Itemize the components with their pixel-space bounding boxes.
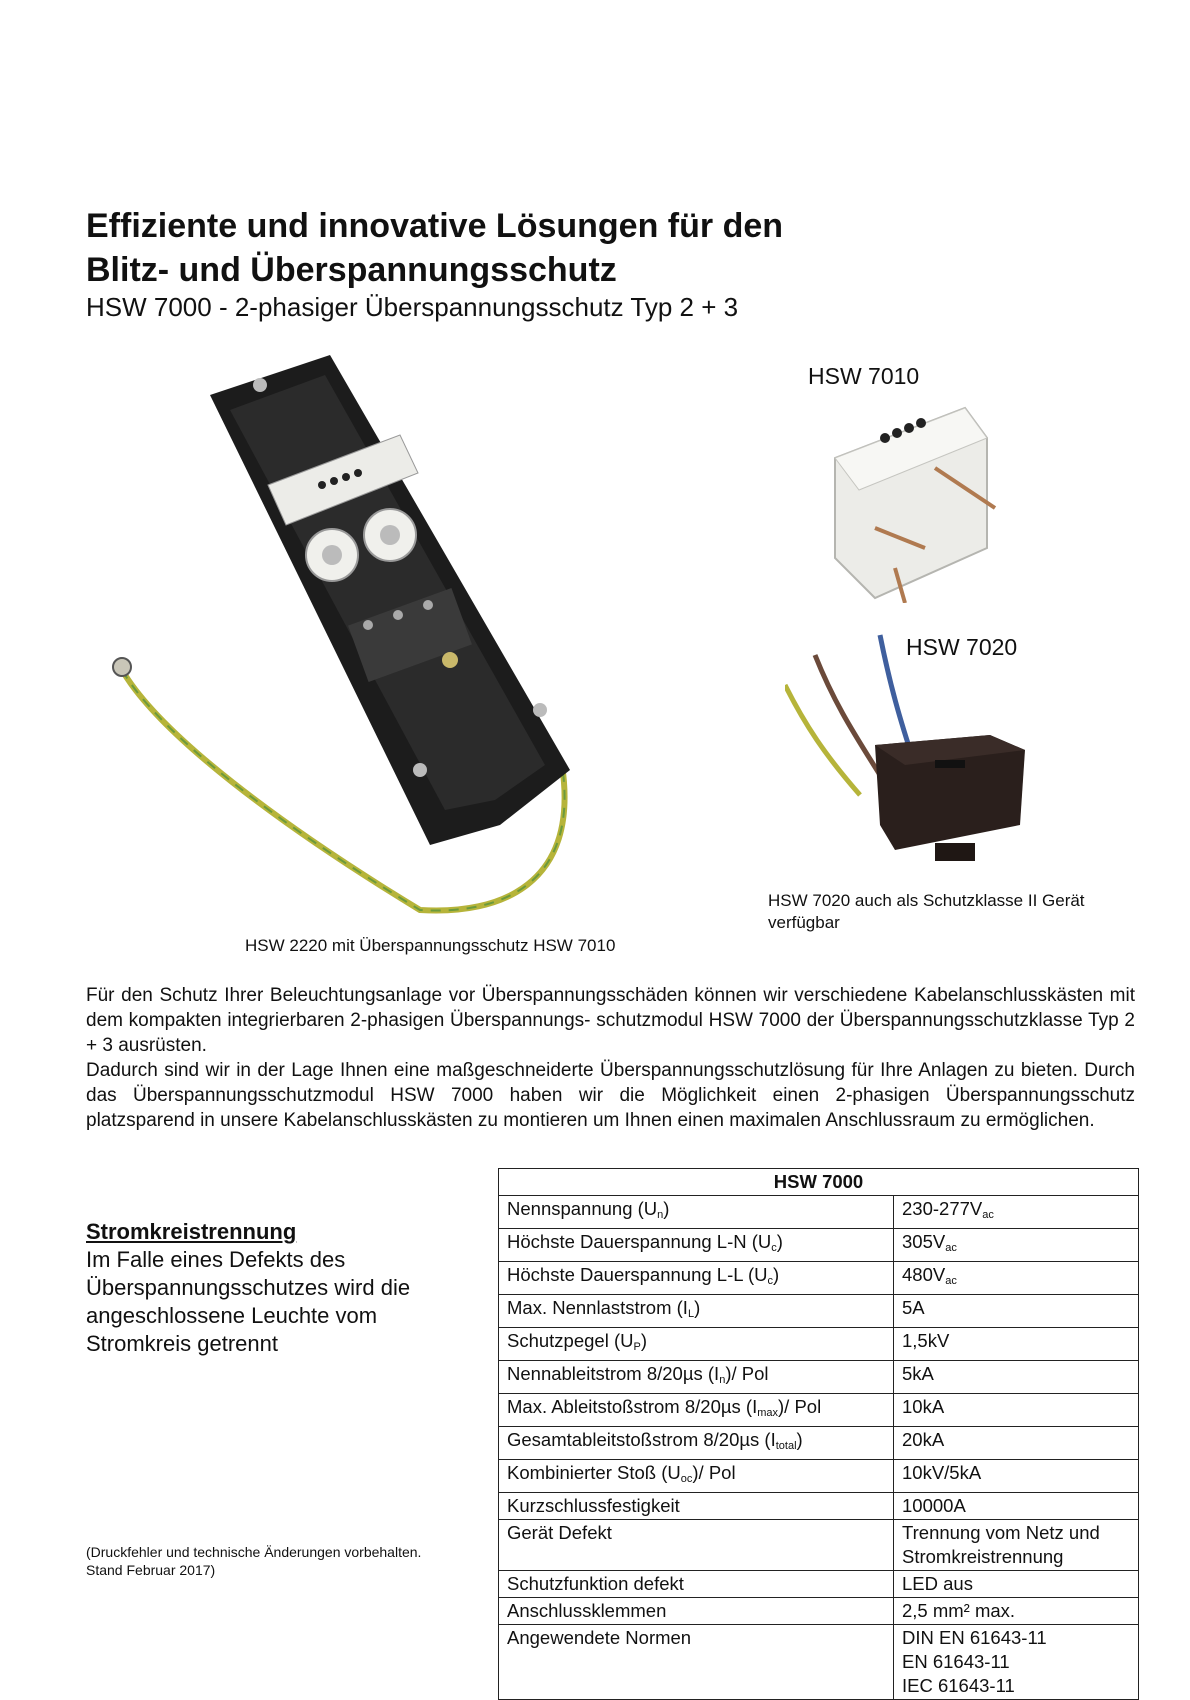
spec-param-text: Max. Ableitstoßstrom 8/20µs (I [507, 1396, 758, 1417]
spec-value-cell [894, 1571, 1139, 1598]
spec-param-cell [499, 1571, 894, 1598]
spec-value-cell [894, 1520, 1139, 1571]
spec-value-cell [894, 1493, 1139, 1520]
spec-value-text: DIN EN 61643-11 EN 61643-11 IEC 61643-11 [902, 1627, 1047, 1696]
page-title-line2: Blitz- und Überspannungsschutz [86, 251, 617, 289]
table-row [499, 1520, 1139, 1571]
product-image-hsw-2220 [100, 355, 620, 915]
spec-value-cell [894, 1361, 1139, 1394]
spec-value-text: 230-277V [902, 1198, 983, 1219]
spec-value-cell [894, 1229, 1139, 1262]
spec-value-cell [894, 1262, 1139, 1295]
circuit-separation-box [86, 1218, 426, 1358]
spec-param-cell [499, 1262, 894, 1295]
spec-param-cell [499, 1328, 894, 1361]
hsw-2220-illustration [100, 355, 620, 915]
spec-param-suffix: ) [640, 1330, 647, 1351]
spec-value-text: 5A [902, 1297, 925, 1318]
spec-value-cell [894, 1460, 1139, 1493]
spec-param-text: Höchste Dauerspannung L-N (U [507, 1231, 772, 1252]
spec-param-subscript: oc [680, 1473, 693, 1485]
spec-param-subscript: total [775, 1440, 797, 1452]
table-row [499, 1493, 1139, 1520]
spec-param-subscript: c [767, 1275, 774, 1287]
spec-param-cell [499, 1361, 894, 1394]
spec-param-cell [499, 1625, 894, 1700]
table-row [499, 1196, 1139, 1229]
spec-table-body [499, 1196, 1139, 1700]
spec-value-text: 5kA [902, 1363, 934, 1384]
spec-table-title: HSW 7000 [499, 1169, 1139, 1196]
label-hsw-7020: HSW 7020 [906, 634, 1018, 660]
table-row [499, 1361, 1139, 1394]
circuit-separation-heading: Stromkreistrennung [86, 1219, 297, 1244]
spec-value-text: 20kA [902, 1429, 945, 1450]
spec-param-text: Gesamtableitstoßstrom 8/20µs (I [507, 1429, 776, 1450]
spec-param-text: Kurzschlussfestigkeit [507, 1495, 680, 1516]
hsw-7020-illustration [785, 625, 1035, 865]
table-row [499, 1229, 1139, 1262]
spec-param-cell [499, 1598, 894, 1625]
table-row [499, 1394, 1139, 1427]
circuit-separation-text: Im Falle eines Defekts des Überspannungsschutzes wird die angeschlossene Leuchte vom Stromkreis getrennt [86, 1247, 411, 1356]
spec-param-suffix: ) [663, 1198, 670, 1219]
spec-value-cell [894, 1196, 1139, 1229]
spec-value-cell [894, 1295, 1139, 1328]
page-subtitle: HSW 7000 - 2-phasiger Überspannungsschutz Typ 2 + 3 [86, 292, 739, 322]
page-header [86, 204, 1086, 322]
spec-value-text: 2,5 mm² max. [902, 1600, 1016, 1621]
spec-param-text: Max. Nennlaststrom (I [507, 1297, 688, 1318]
spec-param-suffix: ) [694, 1297, 701, 1318]
footnote-line1: (Druckfehler und technische Änderungen vorbehalten. [86, 1544, 422, 1560]
footnote [86, 1543, 486, 1579]
table-row [499, 1427, 1139, 1460]
spec-value-text: 305V [902, 1231, 946, 1252]
spec-value-cell [894, 1328, 1139, 1361]
spec-param-text: Schutzfunktion defekt [507, 1573, 684, 1594]
spec-value-cell [894, 1394, 1139, 1427]
page-title-line1: Effiziente und innovative Lösungen für den [86, 207, 784, 245]
table-row [499, 1571, 1139, 1598]
spec-value-cell [894, 1598, 1139, 1625]
table-row [499, 1262, 1139, 1295]
table-row [499, 1460, 1139, 1493]
table-row [499, 1598, 1139, 1625]
product-image-hsw-7020 [785, 625, 1035, 865]
spec-param-subscript: max [757, 1407, 778, 1419]
intro-paragraph-2: Dadurch sind wir in der Lage Ihnen eine maßgeschneiderte Überspannungsschutzlösung für Ihre Anlagen zu bieten. Durch das Überspannungsschutzmodul HSW 7000 haben wir die Möglichkeit einen 2-phasigen Überspannungsschutz platzsparend in unsere Kabelanschlusskästen zu montieren um Ihnen einen maximalen Anschlussraum zu ermöglichen. [86, 1060, 1135, 1131]
spec-value-text: 1,5kV [902, 1330, 950, 1351]
spec-param-cell [499, 1295, 894, 1328]
spec-value-cell [894, 1625, 1139, 1700]
spec-param-suffix: )/ Pol [692, 1462, 736, 1483]
spec-value-cell [894, 1427, 1139, 1460]
spec-param-subscript: P [633, 1341, 641, 1353]
spec-param-suffix: )/ Pol [778, 1396, 822, 1417]
spec-param-suffix: ) [776, 1231, 783, 1252]
spec-param-subscript: n [719, 1374, 726, 1386]
spec-param-suffix: ) [773, 1264, 780, 1285]
hsw-7010-illustration [815, 398, 1015, 603]
spec-param-cell [499, 1520, 894, 1571]
spec-param-cell [499, 1493, 894, 1520]
spec-value-text: 10kV/5kA [902, 1462, 982, 1483]
spec-param-text: Gerät Defekt [507, 1522, 612, 1543]
spec-param-cell [499, 1460, 894, 1493]
spec-value-subscript: ac [982, 1209, 994, 1221]
spec-param-text: Angewendete Normen [507, 1627, 692, 1648]
spec-value-subscript: ac [945, 1242, 957, 1254]
spec-param-cell [499, 1394, 894, 1427]
spec-param-text: Anschlussklemmen [507, 1600, 667, 1621]
spec-table-header-row [499, 1169, 1139, 1196]
product-image-hsw-7010 [815, 398, 1015, 603]
spec-table [498, 1168, 1139, 1700]
intro-paragraph-1: Für den Schutz Ihrer Beleuchtungsanlage vor Überspannungsschäden können wir verschiedene Kabelanschlusskästen mit dem kompakten integrierbaren 2-phasigen Überspannungs- schutzmodul HSW 7000 der Überspannungsschutzklasse Typ 2 + 3 ausrüsten. [86, 985, 1135, 1056]
spec-param-text: Kombinierter Stoß (U [507, 1462, 681, 1483]
spec-param-subscript: L [687, 1308, 695, 1320]
spec-value-text: 10kA [902, 1396, 945, 1417]
spec-param-cell [499, 1229, 894, 1262]
spec-value-text: LED aus [902, 1573, 973, 1594]
hsw-7020-caption: HSW 7020 auch als Schutzklasse II Gerät verfügbar [768, 891, 1085, 932]
spec-param-text: Höchste Dauerspannung L-L (U [507, 1264, 768, 1285]
spec-param-cell [499, 1196, 894, 1229]
spec-value-subscript: ac [945, 1275, 957, 1287]
spec-param-text: Nennableitstrom 8/20µs (I [507, 1363, 720, 1384]
spec-value-text: Trennung vom Netz und Stromkreistrennung [902, 1522, 1100, 1567]
footnote-line2: Stand Februar 2017) [86, 1562, 216, 1578]
table-row [499, 1328, 1139, 1361]
spec-param-subscript: c [771, 1242, 777, 1254]
spec-param-cell [499, 1427, 894, 1460]
table-row [499, 1295, 1139, 1328]
label-hsw-7010: HSW 7010 [808, 363, 920, 389]
spec-param-suffix: )/ Pol [725, 1363, 769, 1384]
main-image-caption: HSW 2220 mit Überspannungsschutz HSW 7010 [245, 936, 616, 955]
spec-param-suffix: ) [796, 1429, 803, 1450]
spec-param-text: Nennspannung (U [507, 1198, 658, 1219]
spec-value-text: 480V [902, 1264, 946, 1285]
spec-param-text: Schutzpegel (U [507, 1330, 634, 1351]
spec-param-subscript: n [657, 1209, 664, 1221]
spec-value-text: 10000A [902, 1495, 966, 1516]
table-row [499, 1625, 1139, 1700]
